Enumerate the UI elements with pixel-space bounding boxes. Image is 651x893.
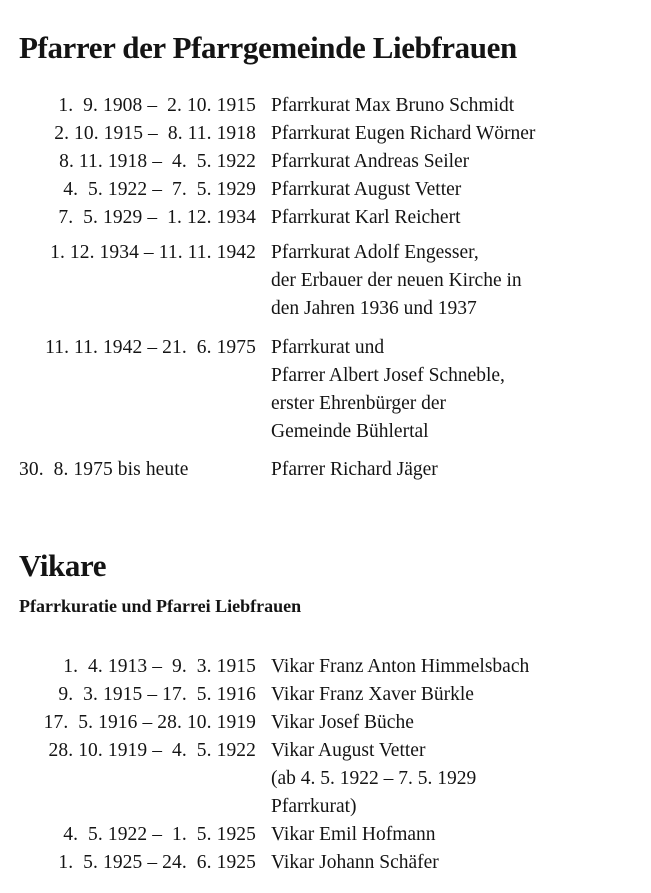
date-range: 9. 3. 1915 – 17. 5. 1916 [53,684,256,705]
entry-line: Pfarrkurat Andreas Seiler [271,151,470,172]
list-item [0,92,651,120]
date-range: 11. 11. 1942 – 21. 6. 1975 [45,337,256,358]
entry-text [271,239,522,323]
entry-line: (ab 4. 5. 1922 – 7. 5. 1929 [271,768,477,789]
entry-line: Pfarrkurat Eugen Richard Wörner [271,123,536,144]
entry-text [271,849,439,877]
entry-line: Gemeinde Bühlertal [271,421,429,442]
date-range: 4. 5. 1922 – 7. 5. 1929 [63,179,256,200]
entry-text [271,176,461,204]
list-item [0,849,651,877]
section-heading-pfarrer: Pfarrer der Pfarrgemeinde Liebfrauen [19,30,517,65]
list-item [0,148,651,176]
list-item [0,653,651,681]
entry-line: Pfarrkurat) [271,796,357,817]
date-range: 17. 5. 1916 – 28. 10. 1919 [43,712,256,733]
list-item [0,821,651,849]
date-range: 8. 11. 1918 – 4. 5. 1922 [59,151,256,172]
list-item [0,456,651,484]
entry-text [271,456,438,484]
entry-text [271,148,469,176]
section-heading-vikare: Vikare [19,548,107,583]
date-range: 4. 5. 1922 – 1. 5. 1925 [58,824,256,845]
date-range: 1. 5. 1925 – 24. 6. 1925 [53,852,256,873]
entry-line: Pfarrer Richard Jäger [271,459,438,480]
entry-line: Vikar Franz Anton Himmelsbach [271,656,530,677]
entry-text [271,653,529,681]
list-item [0,176,651,204]
date-range: 28. 10. 1919 – 4. 5. 1922 [48,740,256,761]
entry-text [271,737,476,821]
entry-line: Vikar Franz Xaver Bürkle [271,684,474,705]
entry-text [271,120,535,148]
entry-text [271,204,461,232]
entry-line: Vikar Josef Büche [271,712,414,733]
date-range: 1. 4. 1913 – 9. 3. 1915 [58,656,256,677]
list-item [0,239,651,323]
entry-line: Vikar Emil Hofmann [271,824,436,845]
entry-line: Vikar August Vetter [271,740,426,761]
entry-text [271,821,436,849]
list-item [0,681,651,709]
entry-line: Pfarrkurat Max Bruno Schmidt [271,95,515,116]
entry-line: Pfarrkurat Karl Reichert [271,207,461,228]
list-item [0,204,651,232]
entry-line: erster Ehrenbürger der [271,393,447,414]
date-range: 1. 12. 1934 – 11. 11. 1942 [50,242,256,263]
entry-line: Vikar Johann Schäfer [271,852,439,873]
list-item [0,709,651,737]
entry-text [271,92,514,120]
entry-line: Pfarrkurat August Vetter [271,179,462,200]
entry-text [271,681,474,709]
list-item [0,737,651,821]
date-range: 2. 10. 1915 – 8. 11. 1918 [54,123,256,144]
date-range: 1. 9. 1908 – 2. 10. 1915 [53,95,256,116]
list-item [0,334,651,446]
vikar-list [0,653,651,877]
entry-line: den Jahren 1936 und 1937 [271,298,477,319]
entry-text [271,334,505,446]
entry-line: Pfarrer Albert Josef Schneble, [271,365,505,386]
entry-line: Pfarrkurat Adolf Engesser, [271,242,479,263]
section-subtitle: Pfarrkuratie und Pfarrei Liebfrauen [19,596,302,616]
date-range: 30. 8. 1975 bis heute [19,459,189,480]
entry-line: der Erbauer der neuen Kirche in [271,270,522,291]
date-range: 7. 5. 1929 – 1. 12. 1934 [58,207,256,228]
list-item [0,120,651,148]
entry-line: Pfarrkurat und [271,337,385,358]
pfarrer-list [0,92,651,484]
entry-text [271,709,414,737]
